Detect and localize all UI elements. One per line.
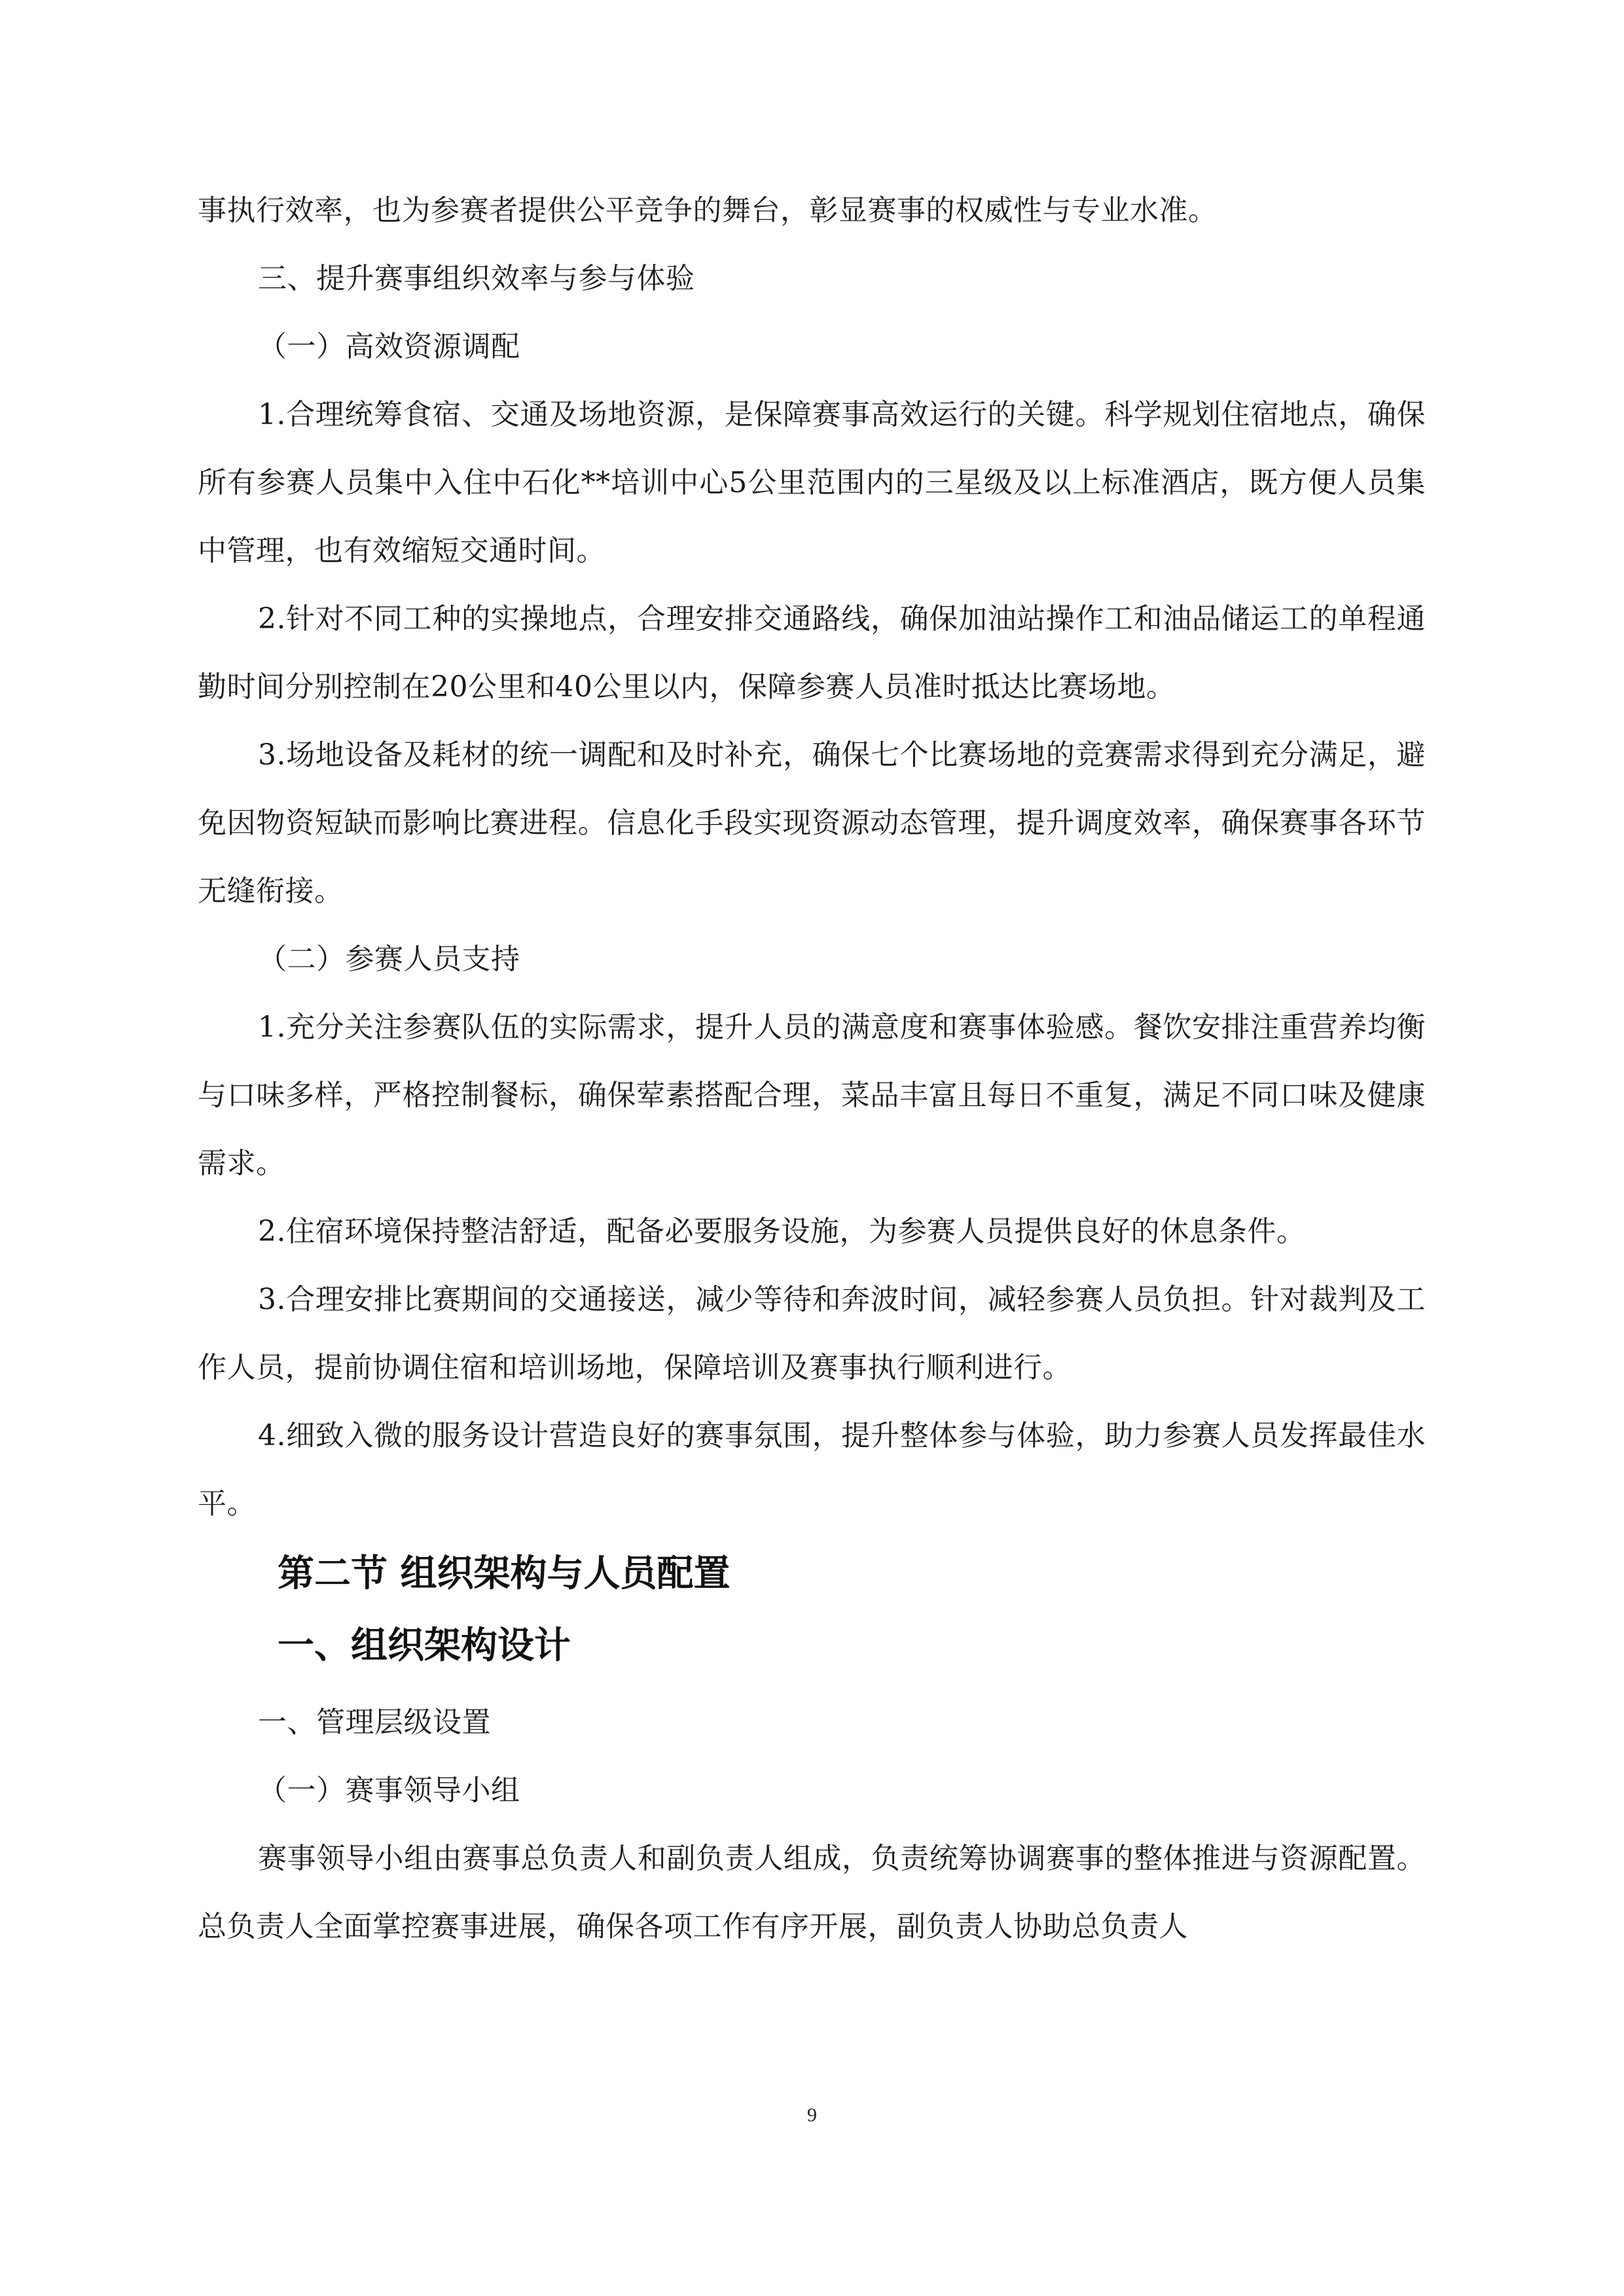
heading-participant-support: （二）参赛人员支持: [258, 942, 520, 976]
paragraph-item-2-transport: 2.针对不同工种的实操地点，合理安排交通路线，确保加油站操作工和油品储运工的单程通勤时间分别控制在20公里和40公里以内，保障参赛人员准时抵达比赛场地。: [198, 602, 1426, 704]
paragraph-continuation: 事执行效率，也为参赛者提供公平竞争的舞台，彰显赛事的权威性与专业水准。: [198, 194, 1218, 227]
paragraph-item-3-venue: 3.场地设备及耗材的统一调配和及时补充，确保七个比赛场地的竞赛需求得到充分满足，避免因物资短缺而影响比赛进程。信息化手段实现资源动态管理，提升调度效率，确保赛事各环节无缝衔接。: [198, 738, 1426, 908]
paragraph-item-1-catering: 1.充分关注参赛队伍的实际需求，提升人员的满意度和赛事体验感。餐饮安排注重营养均衡与口味多样，严格控制餐标，确保荤素搭配合理，菜品丰富且每日不重复，满足不同口味及健康需求。: [198, 1011, 1426, 1180]
page-number: 9: [807, 2104, 817, 2126]
paragraph-item-1-accommodation: 1.合理统筹食宿、交通及场地资源，是保障赛事高效运行的关键。科学规划住宿地点，确保所有参赛人员集中入住中石化**培训中心5公里范围内的三星级及以上标准酒店，既方便人员集中管理，也有效缩短交通时间。: [198, 398, 1426, 567]
heading-leadership-group: （一）赛事领导小组: [258, 1774, 520, 1807]
paragraph-item-2-lodging: 2.住宿环境保持整洁舒适，配备必要服务设施，为参赛人员提供良好的休息条件。: [258, 1215, 1306, 1248]
paragraph-item-4-service: 4.细致入微的服务设计营造良好的赛事氛围，提升整体参与体验，助力参赛人员发挥最佳水平。: [198, 1419, 1426, 1520]
heading-management-levels: 一、管理层级设置: [258, 1706, 491, 1739]
section-heading: 第二节 组织架构与人员配置: [278, 1552, 731, 1595]
sub-heading: 一、组织架构设计: [278, 1624, 571, 1667]
paragraph-leadership-description: 赛事领导小组由赛事总负责人和副负责人组成，负责统筹协调赛事的整体推进与资源配置。总负责人全面掌控赛事进展，确保各项工作有序开展，副负责人协助总负责人: [198, 1842, 1426, 1943]
heading-resource-allocation: （一）高效资源调配: [258, 330, 520, 363]
page-body: [198, 177, 1426, 1961]
heading-level3-efficiency: 三、提升赛事组织效率与参与体验: [258, 262, 695, 295]
paragraph-item-3-shuttle: 3.合理安排比赛期间的交通接送，减少等待和奔波时间，减轻参赛人员负担。针对裁判及工作人员，提前协调住宿和培训场地，保障培训及赛事执行顺利进行。: [198, 1283, 1426, 1384]
